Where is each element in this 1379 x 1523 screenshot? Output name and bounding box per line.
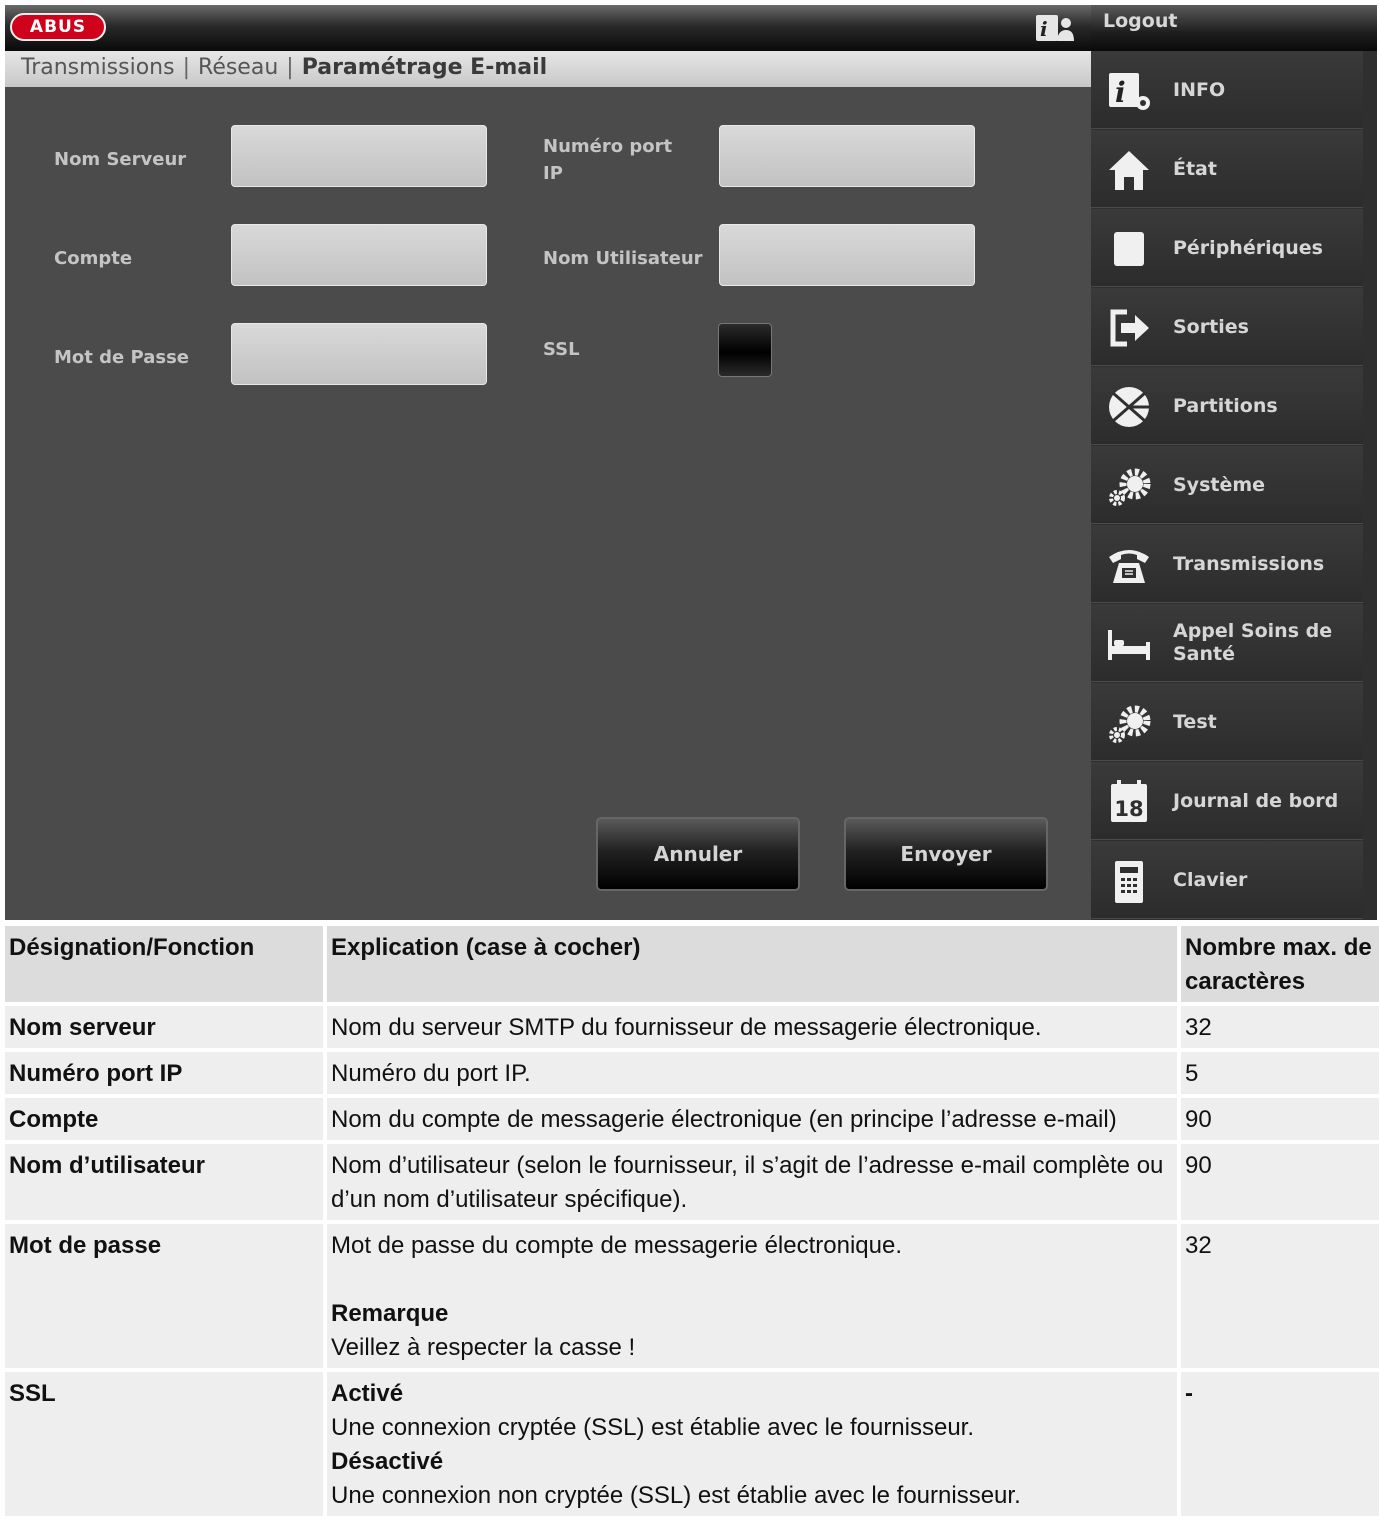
telephone-icon [1105,541,1153,589]
row-desc: Nom du compte de messagerie électronique (en principe l’adresse e-mail) [323,1098,1177,1144]
server-name-input[interactable] [231,125,487,187]
note-title: Remarque [331,1300,449,1327]
password-label: Mot de Passe [54,347,189,368]
exit-icon [1105,304,1153,352]
account-input[interactable] [231,224,487,286]
row-desc [323,1372,1177,1520]
svg-text:i: i [1115,76,1126,109]
row-desc: Nom du serveur SMTP du fournisseur de messagerie électronique. [323,1006,1177,1052]
row-max: 32 [1177,1224,1379,1372]
row-desc-text: Mot de passe du compte de messagerie électronique. [331,1232,902,1259]
sidebar-label: INFO [1173,78,1226,101]
gears-icon [1105,699,1153,747]
row-name: Numéro port IP [5,1052,323,1098]
sidebar-label: Appel Soins de Santé [1173,620,1333,665]
note-text: Veillez à respecter la casse ! [331,1334,636,1361]
ip-port-input[interactable] [719,125,975,187]
ssl-checkbox[interactable] [718,323,772,377]
row-max: 5 [1177,1052,1379,1098]
ip-port-label: Numéro port IP [543,136,673,184]
row-desc [323,1224,1177,1372]
sidebar-item-test[interactable] [1091,683,1363,761]
header-explication: Explication (case à cocher) [323,926,1177,1006]
username-input[interactable] [719,224,975,286]
app-screen [5,5,1377,920]
ssl-on-text: Une connexion cryptée (SSL) est établie avec le fournisseur. [331,1414,975,1441]
info-user-icon[interactable] [1035,13,1075,43]
row-desc: Numéro du port IP. [323,1052,1177,1098]
table-row [5,1098,1379,1144]
top-bar [5,5,1091,51]
table-row [5,1372,1379,1520]
sidebar-label: État [1173,157,1217,180]
table-row [5,1144,1379,1224]
header-max-chars: Nombre max. de caractères [1177,926,1379,1006]
device-icon [1105,225,1153,273]
breadcrumb [5,51,1091,87]
sidebar-item-journal[interactable] [1091,762,1363,840]
sidebar-label: Test [1173,710,1217,733]
sidebar-label: Clavier [1173,868,1248,891]
calendar-icon [1105,778,1153,826]
function-table [5,926,1379,1520]
account-label: Compte [54,248,133,269]
ssl-label: SSL [543,339,580,360]
home-icon [1105,146,1153,194]
sidebar-item-etat[interactable] [1091,130,1363,208]
breadcrumb-current: Paramétrage E-mail [301,55,548,80]
breadcrumb-separator: | [286,55,294,80]
sidebar-label: Sorties [1173,315,1249,338]
row-name: Compte [5,1098,323,1144]
server-name-label: Nom Serveur [54,149,187,170]
sidebar-item-info[interactable] [1091,51,1363,129]
row-desc: Nom d’utilisateur (selon le fournisseur, il s’agit de l’adresse e-mail complète ou d’un nom d’utilisateur spécifique). [323,1144,1177,1224]
breadcrumb-separator: | [182,55,191,80]
row-name: Nom serveur [5,1006,323,1052]
sidebar-item-partitions[interactable] [1091,367,1363,445]
table-header-row [5,926,1379,1006]
sidebar-label: Périphériques [1173,236,1323,259]
svg-text:i: i [1040,17,1048,41]
sidebar-item-systeme[interactable] [1091,446,1363,524]
logout-bar [1091,5,1377,51]
ssl-off-text: Une connexion non cryptée (SSL) est établie avec le fournisseur. [331,1482,1021,1509]
breadcrumb-transmissions[interactable]: Transmissions [21,55,175,80]
abus-logo: ABUS [10,13,106,41]
sidebar-item-transmissions[interactable] [1091,525,1363,603]
breadcrumb-reseau[interactable]: Réseau [198,55,279,80]
sidebar-label: Journal de bord [1173,789,1339,812]
ssl-off-title: Désactivé [331,1448,444,1475]
sidebar-item-appel-soins[interactable] [1091,604,1363,682]
ssl-on-title: Activé [331,1380,404,1407]
row-name: SSL [5,1372,323,1520]
sidebar-label: Partitions [1173,394,1278,417]
row-max: 90 [1177,1098,1379,1144]
info-icon [1105,67,1153,115]
sidebar-item-clavier[interactable] [1091,841,1363,919]
username-label: Nom Utilisateur [543,248,703,269]
calendar-day: 18 [1114,797,1144,821]
sidebar-label: Système [1173,473,1266,496]
bed-icon [1105,620,1153,668]
send-button[interactable]: Envoyer [844,817,1048,891]
sidebar-item-peripheriques[interactable] [1091,209,1363,287]
row-max: 32 [1177,1006,1379,1052]
sidebar-menu [1091,51,1377,920]
table-row [5,1052,1379,1098]
cancel-button[interactable]: Annuler [596,817,800,891]
gears-icon [1105,462,1153,510]
table-row [5,1224,1379,1372]
password-input[interactable] [231,323,487,385]
header-designation: Désignation/Fonction [5,926,323,1006]
row-name: Mot de passe [5,1224,323,1372]
row-name: Nom d’utilisateur [5,1144,323,1224]
partitions-icon [1105,383,1153,431]
keypad-icon [1105,857,1153,905]
spacer [331,1263,1173,1297]
table-row [5,1006,1379,1052]
logout-link[interactable]: Logout [1103,10,1178,32]
row-max: 90 [1177,1144,1379,1224]
row-max: - [1177,1372,1379,1520]
sidebar-item-sorties[interactable] [1091,288,1363,366]
sidebar-label: Transmissions [1173,552,1325,575]
